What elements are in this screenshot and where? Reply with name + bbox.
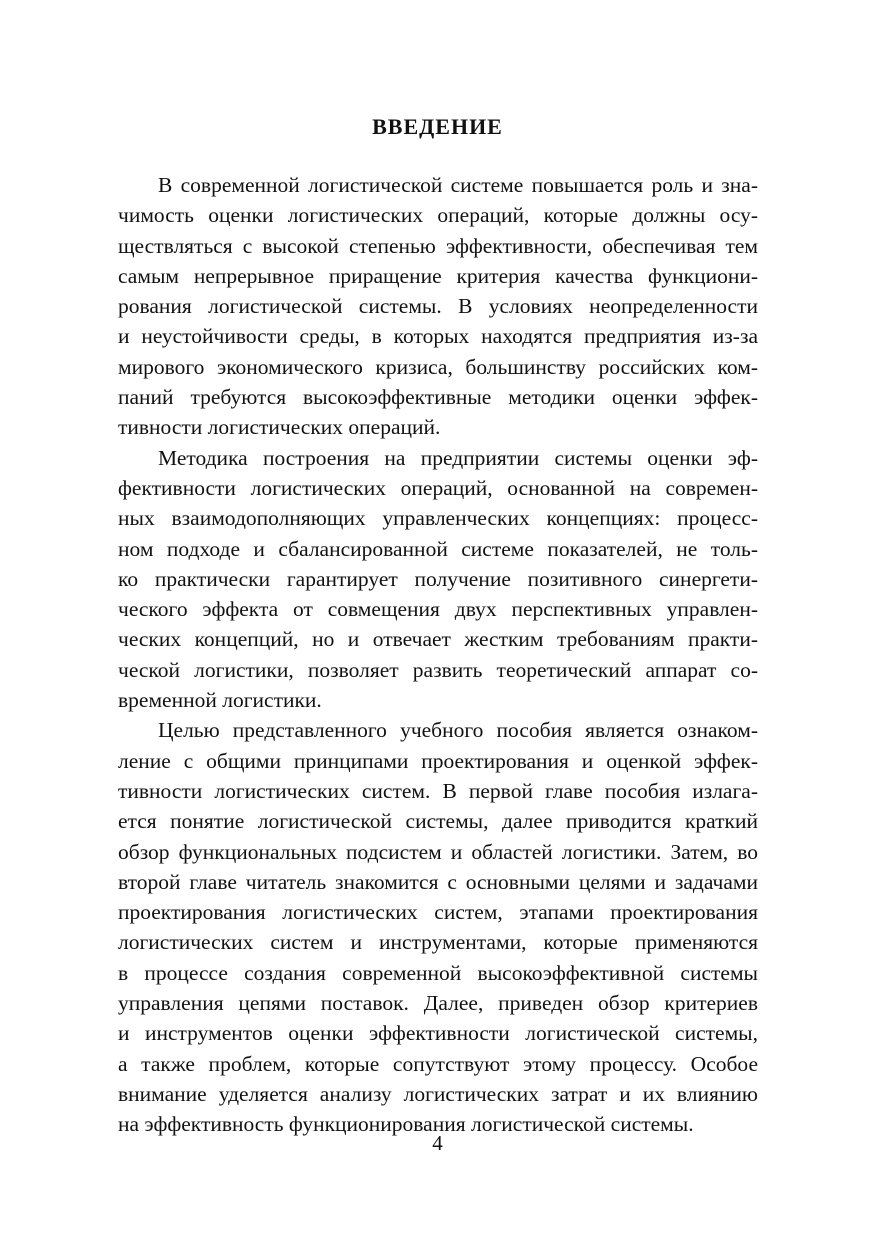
text-line: ко практически гарантирует получение позитивного синергети- (118, 566, 758, 591)
text-line: и инструментов оценки эффективности логистической системы, (118, 1021, 758, 1046)
text-line: ном подходе и сбалансированной системе показателей, не толь- (118, 536, 758, 561)
text-line: ческих концепций, но и отвечает жестким требованиям практи- (118, 627, 758, 652)
text-line: ление с общими принципами проектирования и оценкой эффек- (118, 748, 758, 773)
text-line: мирового экономического кризиса, большинству российских ком- (118, 354, 758, 379)
paragraph-1 (118, 170, 758, 443)
text-line: в процессе создания современной высокоэффективной системы (118, 960, 758, 985)
text-line: логистических систем и инструментами, которые применяются (118, 930, 758, 955)
text-line: ческого эффекта от совмещения двух перспективных управлен- (118, 597, 758, 622)
page-title: ВВЕДЕНИЕ (372, 114, 503, 139)
text-line: тивности логистических операций. (118, 415, 441, 440)
text-line: ных взаимодополняющих управленческих концепциях: процесс- (118, 506, 758, 531)
text-line: самым непрерывное приращение критерия качества функциони- (118, 263, 758, 288)
text-line: ществляться с высокой степенью эффективности, обеспечивая тем (118, 233, 758, 258)
text-line: обзор функциональных подсистем и областей логистики. Затем, во (118, 839, 758, 864)
paragraph-2 (118, 443, 758, 716)
text-line: Методика построения на предприятии системы оценки эф- (158, 445, 758, 470)
text-line: В современной логистической системе повышается роль и зна- (158, 173, 758, 197)
text-line: временной логистики. (118, 688, 322, 713)
text-line: а также проблем, которые сопутствуют этому процессу. Особое (118, 1051, 758, 1076)
text-line: тивности логистических систем. В первой главе пособия излага- (118, 778, 758, 803)
text-line: Целью представленного учебного пособия является ознаком- (158, 718, 758, 743)
text-line: чимость оценки логистических операций, которые должны осу- (118, 203, 758, 228)
body-text (118, 170, 758, 1140)
text-line: рования логистической системы. В условиях неопределенности (118, 294, 758, 319)
text-line: на эффективность функционирования логистической системы. (118, 1112, 694, 1137)
text-line: проектирования логистических систем, этапами проектирования (118, 900, 758, 925)
text-line: управления цепями поставок. Далее, приведен обзор критериев (118, 991, 758, 1016)
text-line: ческой логистики, позволяет развить теоретический аппарат со- (118, 657, 758, 682)
page-number: 4 (432, 1131, 443, 1155)
paragraph-3 (118, 715, 758, 1139)
text-line: второй главе читатель знакомится с основными целями и задачами (118, 869, 758, 894)
text-line: внимание уделяется анализу логистических затрат и их влиянию (118, 1081, 758, 1106)
text-line: фективности логистических операций, основанной на современ- (118, 475, 758, 500)
text-line: ется понятие логистической системы, далее приводится краткий (118, 809, 758, 834)
text-line: паний требуются высокоэффективные методики оценки эффек- (118, 385, 758, 410)
text-line: и неустойчивости среды, в которых находятся предприятия из-за (118, 324, 758, 349)
